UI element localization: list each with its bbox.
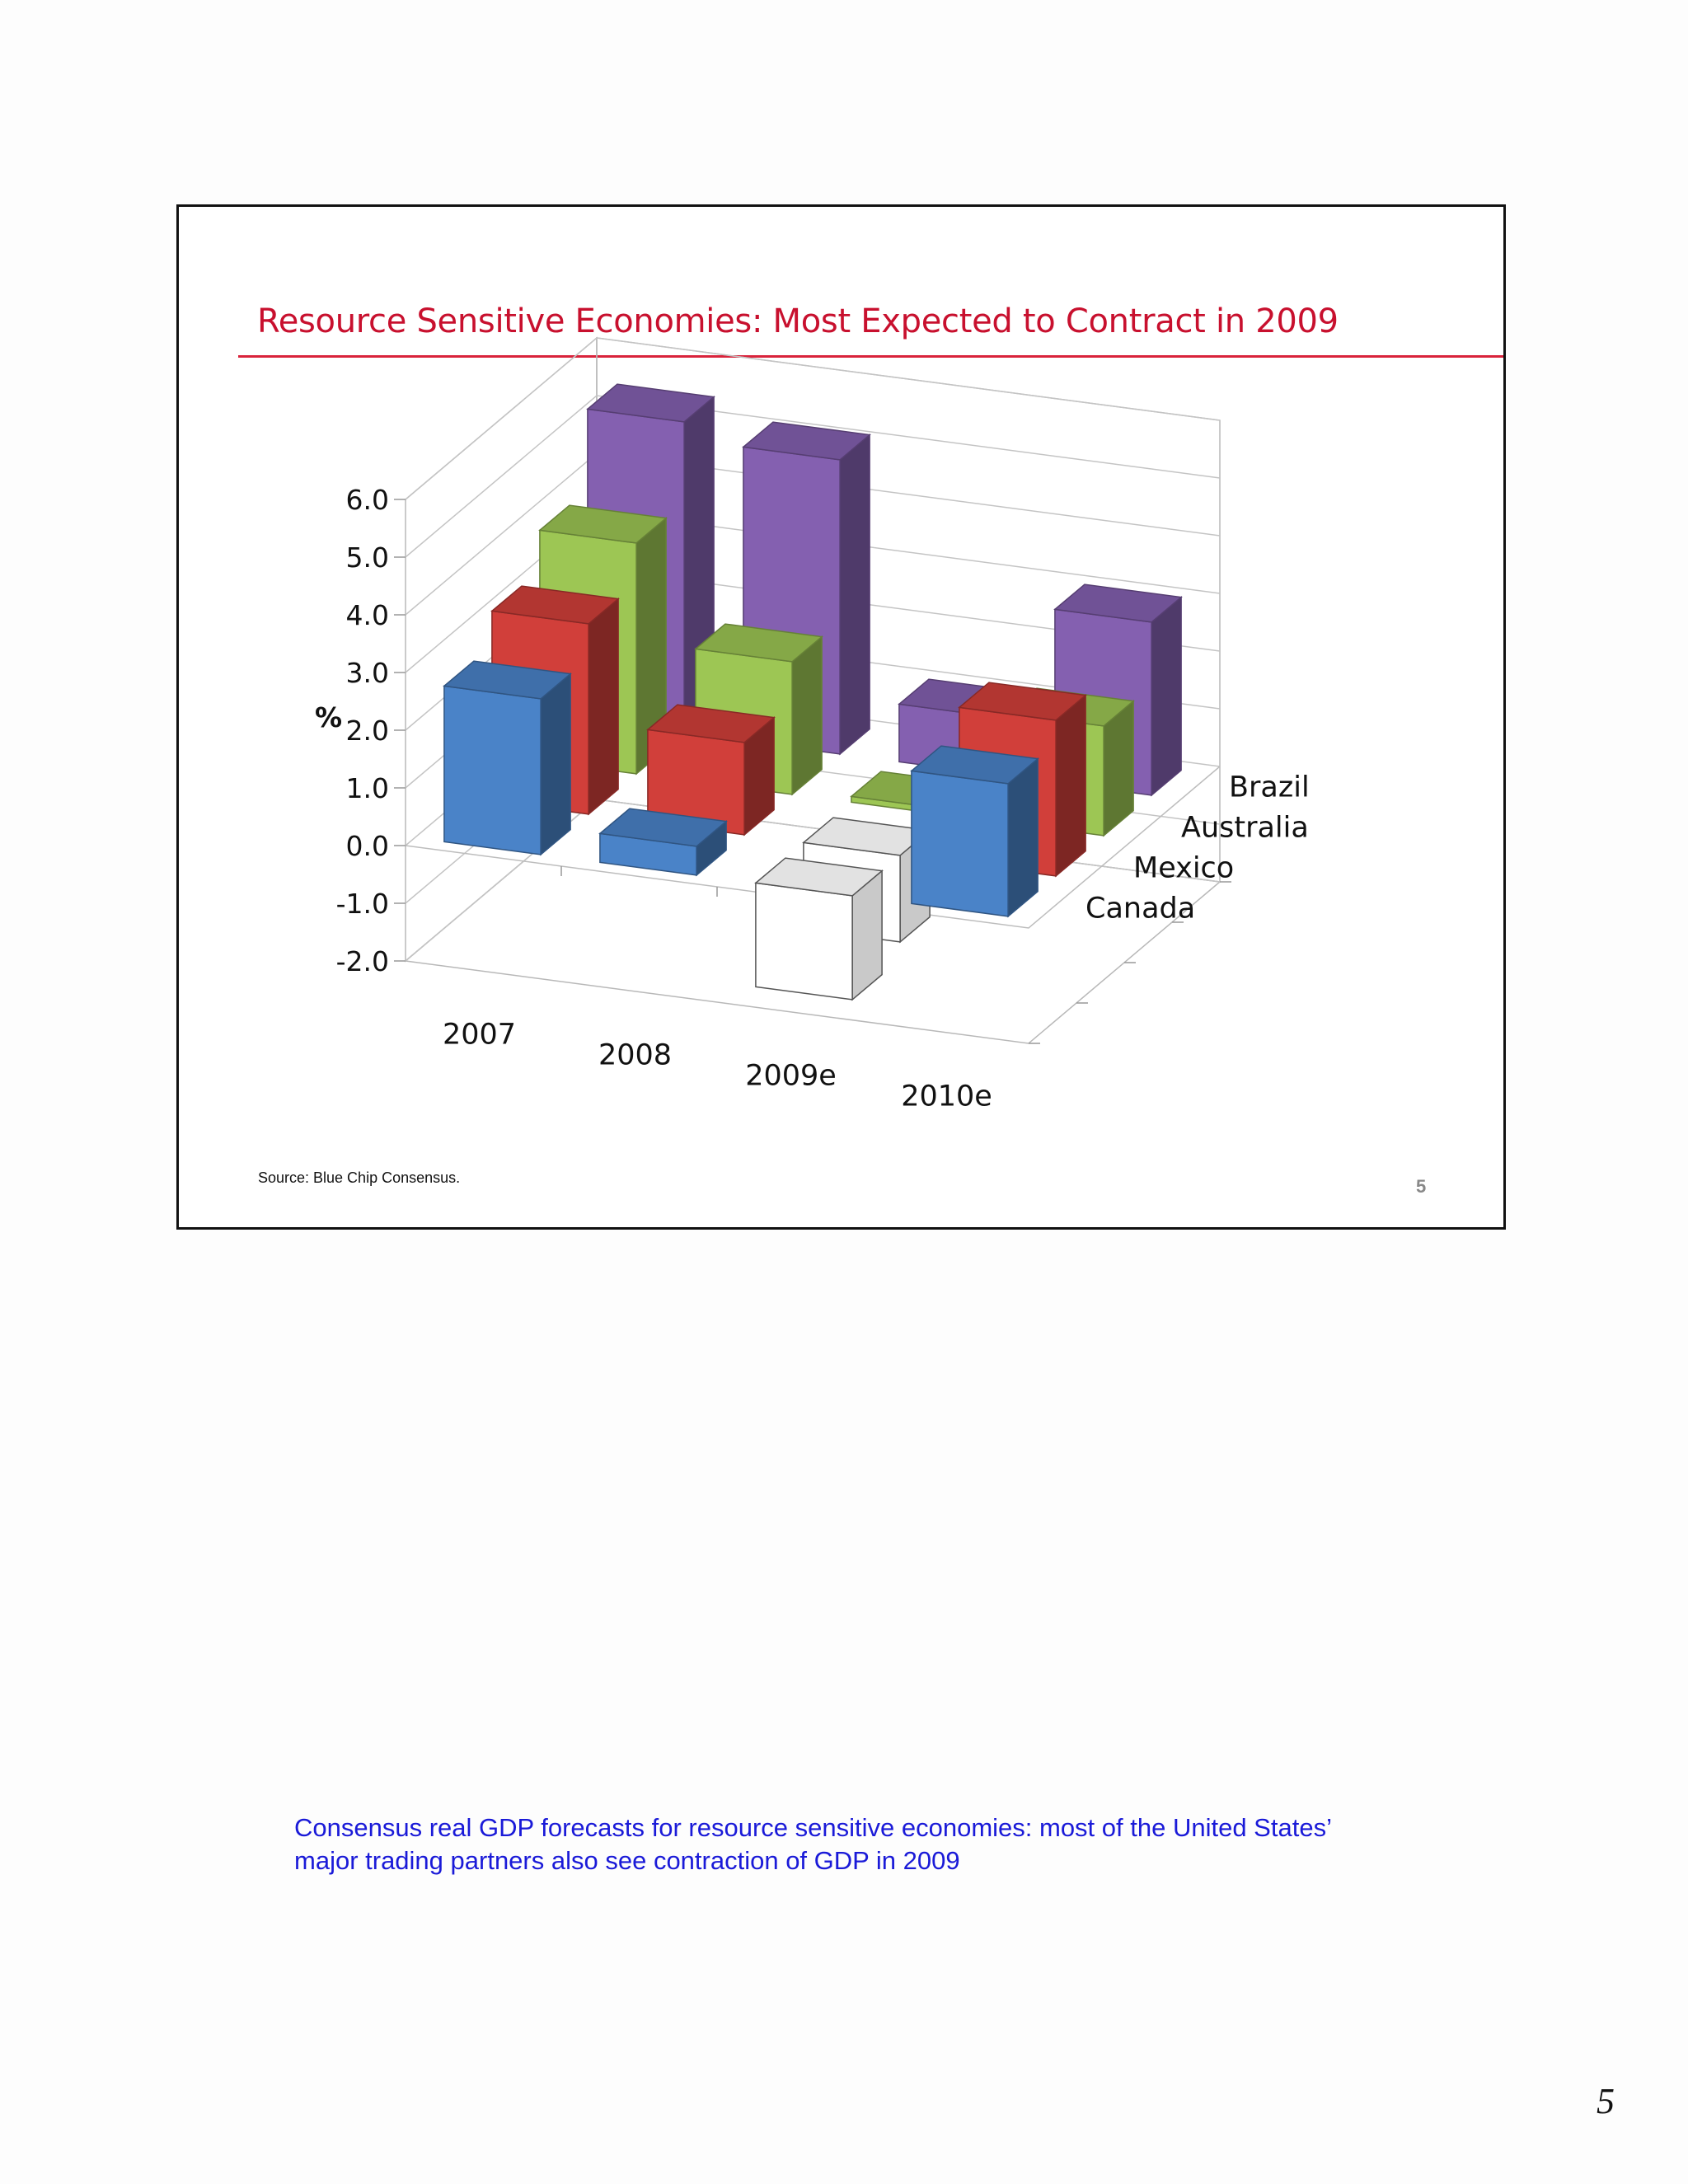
- y-tick-label: 1.0: [345, 772, 389, 804]
- series-label-mexico: Mexico: [1133, 851, 1235, 885]
- slide-number: 5: [1416, 1176, 1427, 1197]
- x-tick-label: 2010e: [901, 1080, 992, 1113]
- bar-side: [588, 599, 618, 814]
- y-tick-label: 4.0: [345, 599, 389, 631]
- x-tick-label: 2007: [442, 1018, 517, 1052]
- bar-side: [1056, 696, 1085, 876]
- bar-canada-2009e: [756, 858, 882, 1000]
- bar-side: [1151, 598, 1181, 795]
- bar-side: [541, 674, 570, 855]
- bar-front: [756, 883, 852, 1000]
- y-tick-label: 5.0: [345, 541, 389, 574]
- series-label-brazil: Brazil: [1229, 771, 1310, 804]
- series-label-australia: Australia: [1181, 811, 1309, 845]
- bar-canada-2010e: [912, 746, 1038, 916]
- slide-title: Resource Sensitive Economies: Most Expected to Contract in 2009: [257, 302, 1339, 340]
- y-tick-label: 6.0: [345, 484, 389, 516]
- bar-side: [792, 637, 822, 794]
- bar-canada-2008: [600, 808, 726, 875]
- series-label-canada: Canada: [1085, 892, 1196, 926]
- y-tick-label: 3.0: [345, 657, 389, 689]
- chart-bars: [444, 384, 1181, 1000]
- y-tick-label: -2.0: [335, 945, 389, 977]
- gdp-3d-column-chart: [179, 207, 1506, 1229]
- bar-side: [840, 435, 870, 754]
- y-tick-label: 2.0: [345, 715, 389, 747]
- page-number: 5: [1597, 2081, 1615, 2121]
- bar-canada-2007: [444, 661, 570, 855]
- caption-text: Consensus real GDP forecasts for resource sensitive economies: most of the United States’ major trading partners also see contraction of GDP in 2009: [294, 1813, 1331, 1875]
- y-tick-label: -1.0: [335, 888, 389, 920]
- bar-side: [1008, 759, 1038, 916]
- bar-front: [444, 686, 541, 855]
- x-tick-label: 2008: [598, 1038, 673, 1072]
- y-tick-label: 0.0: [345, 830, 389, 862]
- y-axis-label: %: [315, 701, 343, 733]
- slide-frame: [176, 204, 1506, 1230]
- bar-front: [912, 771, 1008, 916]
- x-tick-label: 2009e: [745, 1059, 837, 1093]
- source-note: Source: Blue Chip Consensus.: [258, 1169, 461, 1186]
